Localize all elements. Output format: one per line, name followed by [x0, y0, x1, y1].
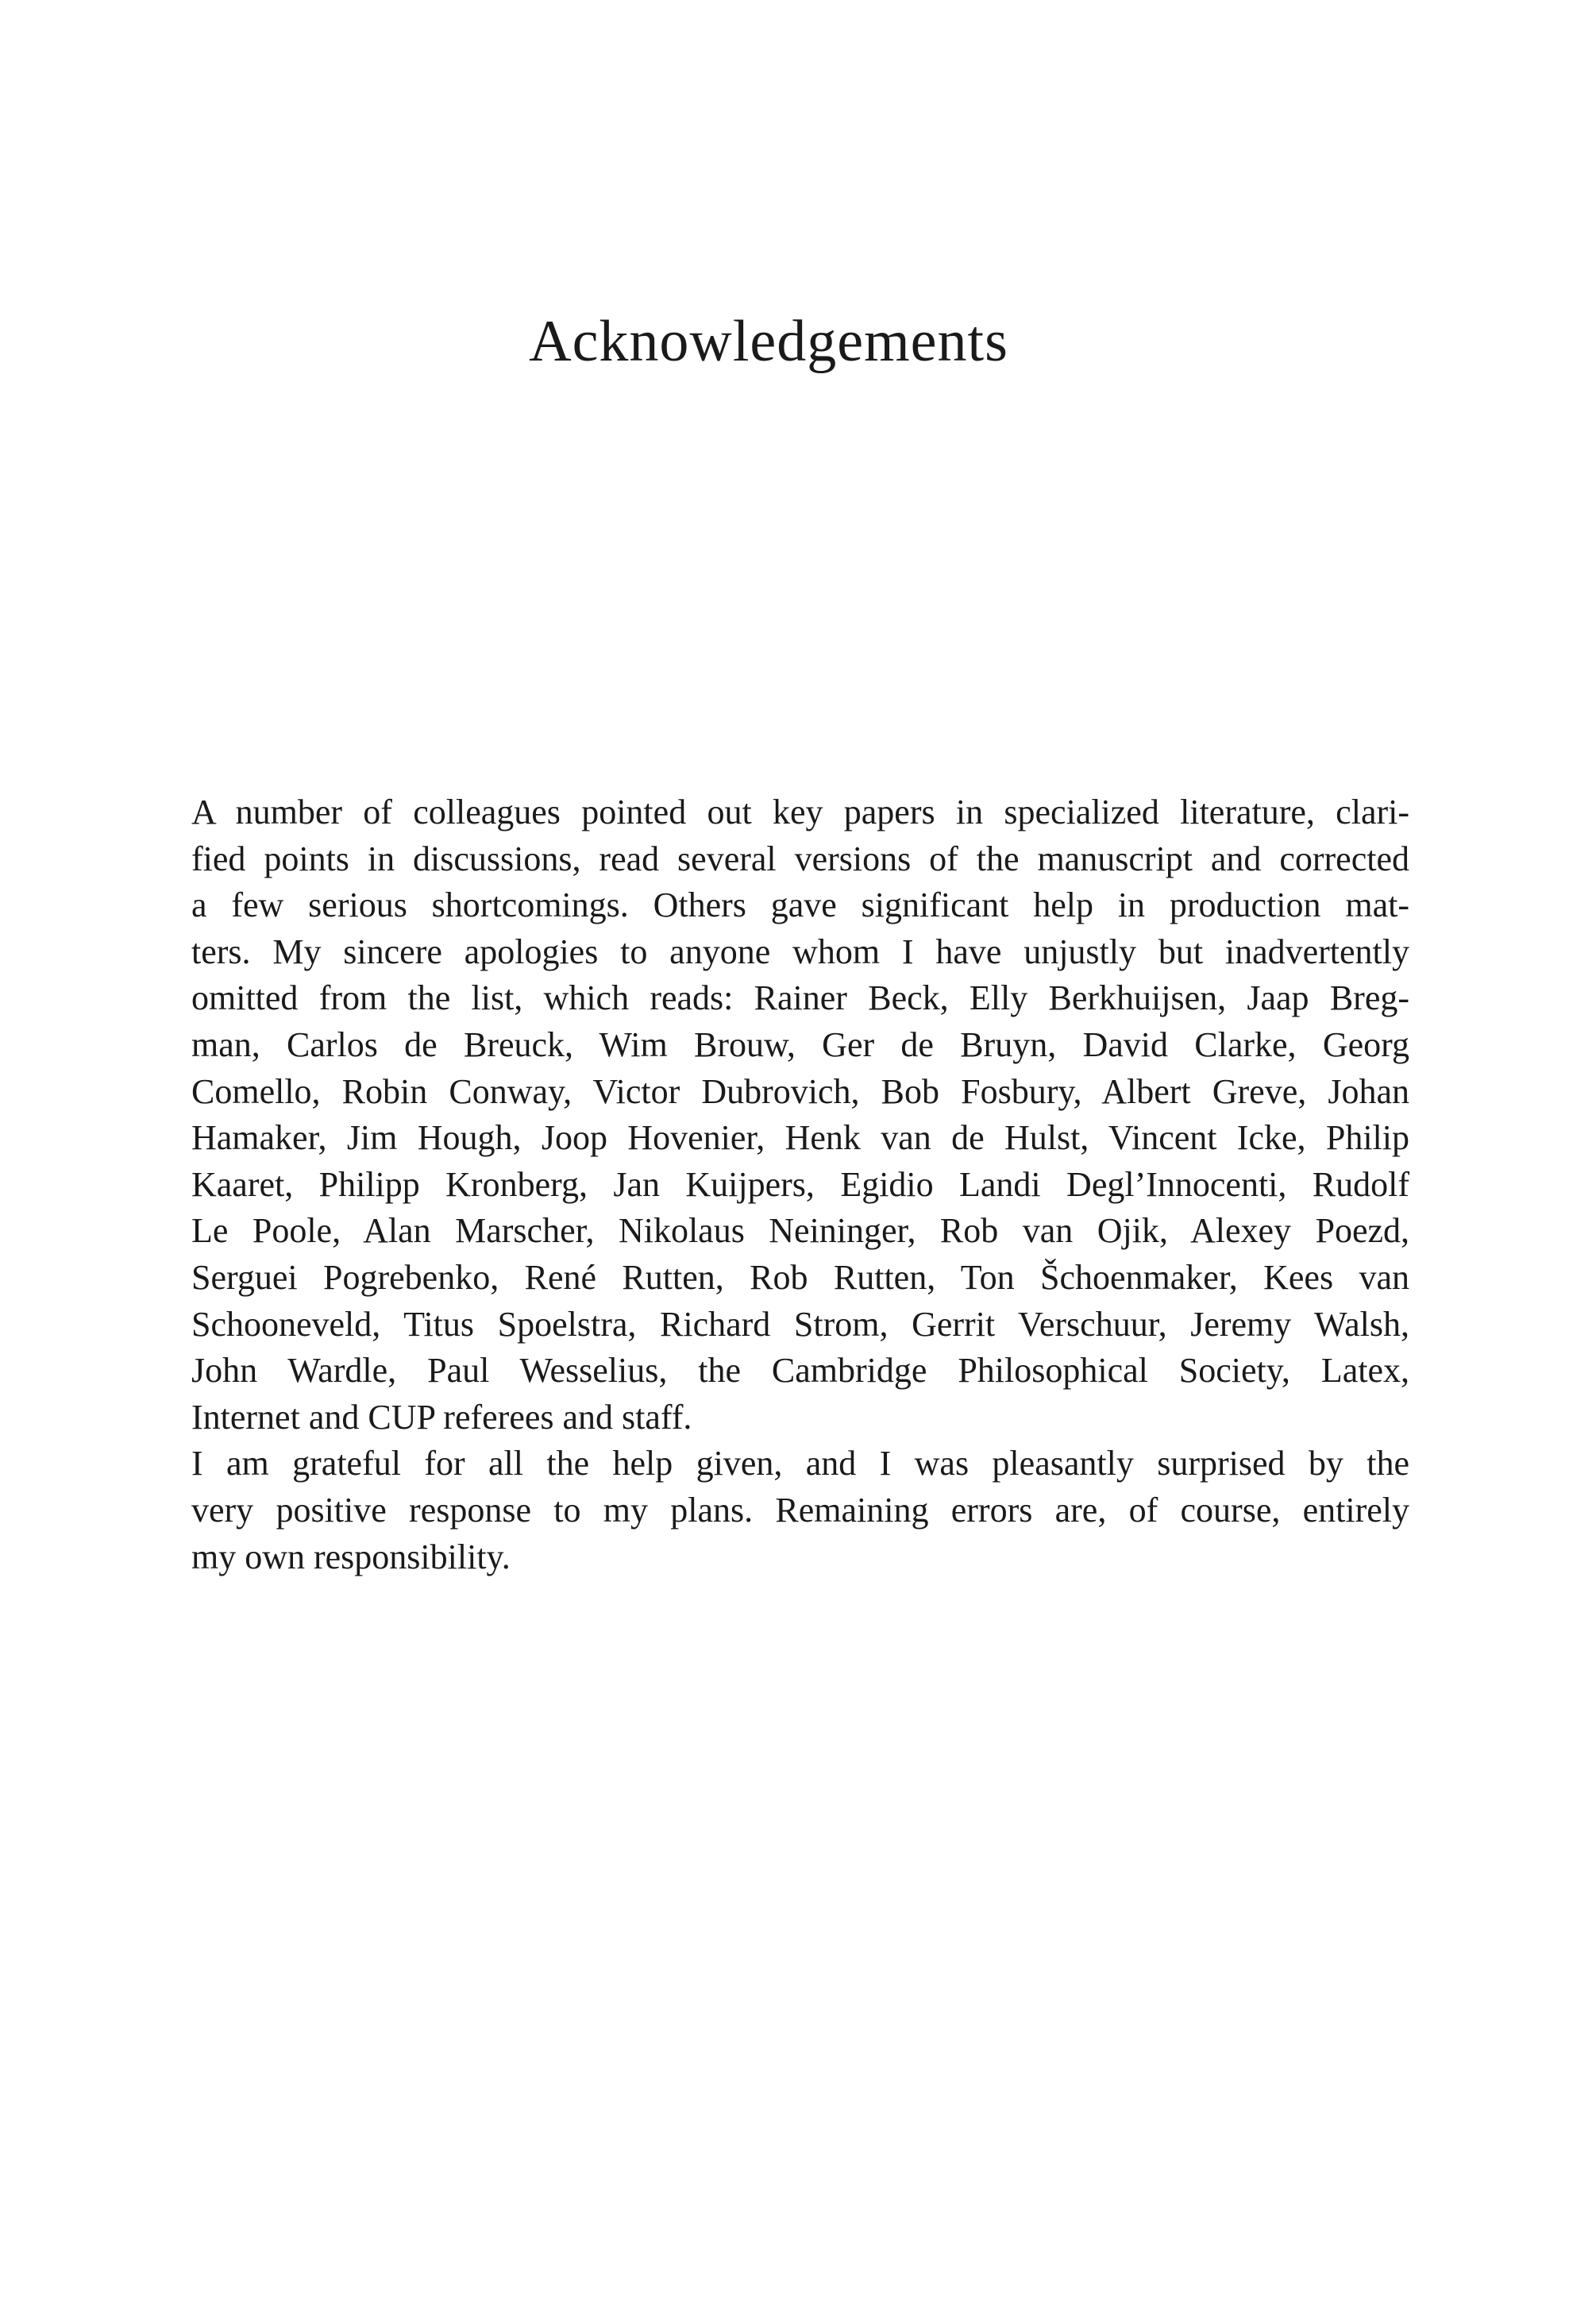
- paragraph-1: [191, 789, 1409, 1441]
- text-line: I am grateful for all the help given, and I was pleasantly surprised by the: [191, 1444, 1409, 1483]
- text-line: A number of colleagues pointed out key papers in specialized literature, clari-: [191, 793, 1409, 831]
- text-line: very positive response to my plans. Remaining errors are, of course, entirely: [191, 1490, 1409, 1530]
- text-line: Comello, Robin Conway, Victor Dubrovich, Bob Fosbury, Albert Greve, Johan: [191, 1071, 1409, 1111]
- body-text: [191, 789, 1409, 1580]
- text-line: ters. My sincere apologies to anyone whom I have unjustly but inadvertently: [191, 932, 1409, 971]
- text-line: Serguei Pogrebenko, René Rutten, Rob Rutten, Ton Šchoenmaker, Kees van: [191, 1257, 1409, 1297]
- text-line: Kaaret, Philipp Kronberg, Jan Kuijpers, Egidio Landi Degl’Innocenti, Rudolf: [191, 1164, 1409, 1204]
- text-line: John Wardle, Paul Wesselius, the Cambridge Philosophical Society, Latex,: [191, 1351, 1409, 1391]
- text-line: Schooneveld, Titus Spoelstra, Richard Strom, Gerrit Verschuur, Jeremy Walsh,: [191, 1304, 1409, 1344]
- text-line: a few serious shortcomings. Others gave significant help in production mat-: [191, 885, 1409, 925]
- paragraph-2: [191, 1441, 1409, 1580]
- page-title: Acknowledgements: [529, 309, 1008, 374]
- text-line: omitted from the list, which reads: Rainer Beck, Elly Berkhuijsen, Jaap Breg-: [191, 978, 1409, 1018]
- text-line: man, Carlos de Breuck, Wim Brouw, Ger de Bruyn, David Clarke, Georg: [191, 1024, 1409, 1064]
- text-line: fied points in discussions, read several versions of the manuscript and corrected: [191, 839, 1409, 878]
- text-line: Hamaker, Jim Hough, Joop Hovenier, Henk van de Hulst, Vincent Icke, Philip: [191, 1118, 1409, 1158]
- text-line: Internet and CUP referees and staff.: [191, 1397, 692, 1437]
- text-line: my own responsibility.: [191, 1537, 511, 1576]
- text-line: Le Poole, Alan Marscher, Nikolaus Neininger, Rob van Ojik, Alexey Poezd,: [191, 1211, 1409, 1251]
